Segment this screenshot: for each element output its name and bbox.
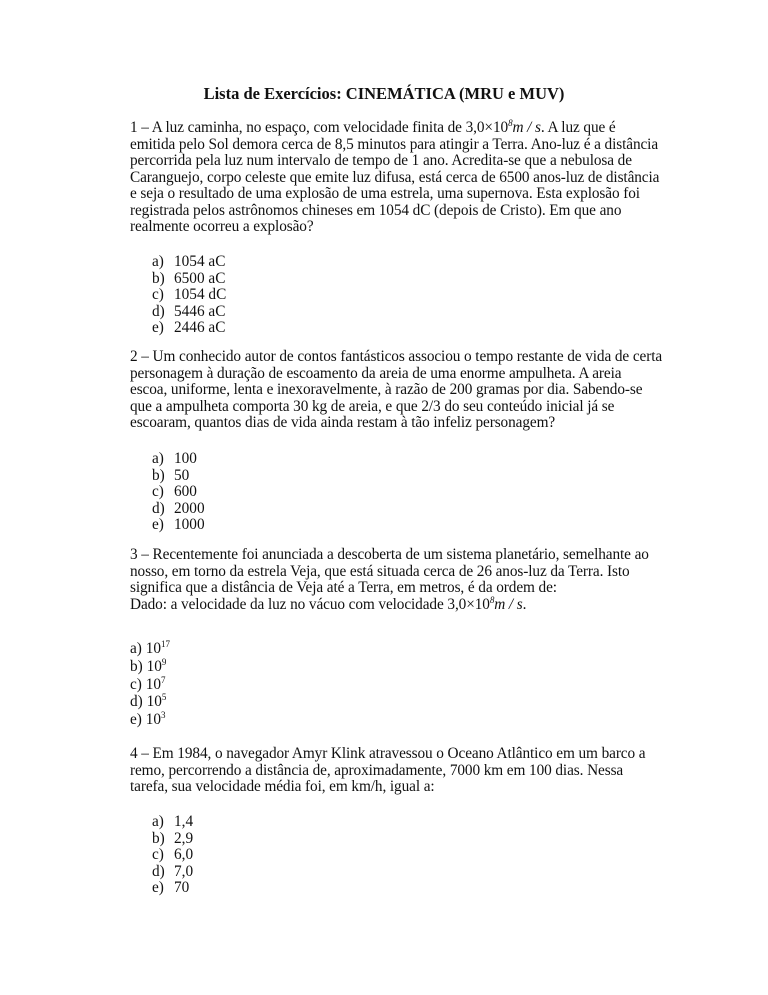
- question-1-line: emitida pelo Sol demora cerca de 8,5 minutos para atingir a Terra. Ano-luz é a distância: [130, 135, 659, 153]
- question-2-options: [152, 451, 205, 534]
- option-item: e) 2446 aC: [152, 319, 226, 336]
- option-item: c) 1054 dC: [152, 286, 227, 303]
- option-item: e) $10^3$: [130, 710, 166, 729]
- light-speed-formula: $3,0\times 10^8m / s$: [465, 118, 541, 136]
- option-item: b) $10^9$: [130, 656, 167, 675]
- question-3: [130, 547, 650, 613]
- question-4-line: tarefa, sua velocidade média foi, em km/h, igual a:: [130, 778, 435, 795]
- option-item: d) 5446 aC: [152, 302, 226, 320]
- option-item: b) 2,9: [152, 829, 194, 847]
- option-item: e) 1000: [152, 516, 205, 533]
- option-item: b) 50: [152, 466, 190, 484]
- light-speed-formula: $3,0\times 10^8m / s$: [447, 594, 523, 613]
- question-3-line: nosso, em torno da estrela Veja, que está situada cerca de 26 anos-luz da Terra. Isto: [130, 562, 630, 580]
- option-item: a) 100: [152, 450, 197, 467]
- question-3-options: [130, 640, 170, 729]
- option-item: b) 6500 aC: [152, 269, 226, 287]
- question-2: [130, 348, 663, 432]
- question-1-line: registrada pelos astrônomos chineses em 1054 dC (depois de Cristo). Em que ano: [130, 201, 622, 219]
- question-2-line: personagem à duração de escoamento da areia de uma enorme ampulheta. A areia: [130, 364, 622, 382]
- question-3-line: significa que a distância de Veja até a Terra, em metros, é da ordem de:: [130, 579, 557, 596]
- question-3-line: 3 – Recentemente foi anunciada a descoberta de um sistema planetário, semelhante ao: [130, 546, 649, 563]
- question-1-line: percorrida pela luz num intervalo de tempo de 1 ano. Acredita-se que a nebulosa de: [130, 152, 632, 169]
- question-3-given-line: Dado: a velocidade da luz no vácuo com velocidade $3,0\times 10^8m / s$.: [130, 594, 527, 613]
- option-item: e) 70: [152, 879, 190, 896]
- question-1-line: e seja o resultado de uma explosão de uma estrela, uma supernova. Esta explosão foi: [130, 185, 640, 202]
- option-item: c) 6,0: [152, 846, 194, 863]
- question-4-line: remo, percorrendo a distância de, aproximadamente, 7000 km em 100 dias. Nessa: [130, 761, 624, 779]
- option-item: d) $10^5$: [130, 692, 167, 711]
- question-1-first-line: [130, 120, 650, 137]
- question-1-text-start: 1 – A luz caminha, no espaço, com velocidade finita de: [130, 119, 466, 136]
- question-2-line: escoaram, quantos dias de vida ainda restam à tão infeliz personagem?: [130, 414, 556, 431]
- option-item: a) 1,4: [152, 813, 194, 830]
- question-1-line: realmente ocorreu a explosão?: [130, 218, 314, 235]
- option-item: a) 1054 aC: [152, 253, 226, 270]
- question-2-line: escoa, uniforme, lenta e inexoravelmente, à razão de 200 gramas por dia. Sabendo-se: [130, 381, 643, 398]
- question-4-line: 4 – Em 1984, o navegador Amyr Klink atravessou o Oceano Atlântico em um barco a: [130, 745, 646, 762]
- question-1: [130, 118, 660, 236]
- option-item: d) 2000: [152, 499, 205, 517]
- question-4-options: [152, 814, 193, 897]
- document-title: Lista de Exercícios: CINEMÁTICA (MRU e MUV): [203, 84, 565, 103]
- option-item: c) 600: [152, 483, 197, 500]
- question-1-line: Caranguejo, corpo celeste que emite luz difusa, está cerca de 6500 anos-luz de distância: [130, 168, 660, 186]
- option-item: d) 7,0: [152, 862, 194, 880]
- question-1-text-end: . A luz que é: [540, 119, 616, 136]
- question-1-options: [152, 254, 226, 337]
- option-item: a) $10^{17}$: [130, 639, 171, 657]
- question-2-line: que a ampulheta comporta 30 kg de areia, e que 2/3 do seu conteúdo inicial já se: [130, 397, 615, 415]
- option-item: c) $10^7$: [130, 674, 166, 693]
- question-2-line: 2 – Um conhecido autor de contos fantásticos associou o tempo restante de vida de certa: [130, 348, 663, 365]
- question-4: [130, 746, 650, 796]
